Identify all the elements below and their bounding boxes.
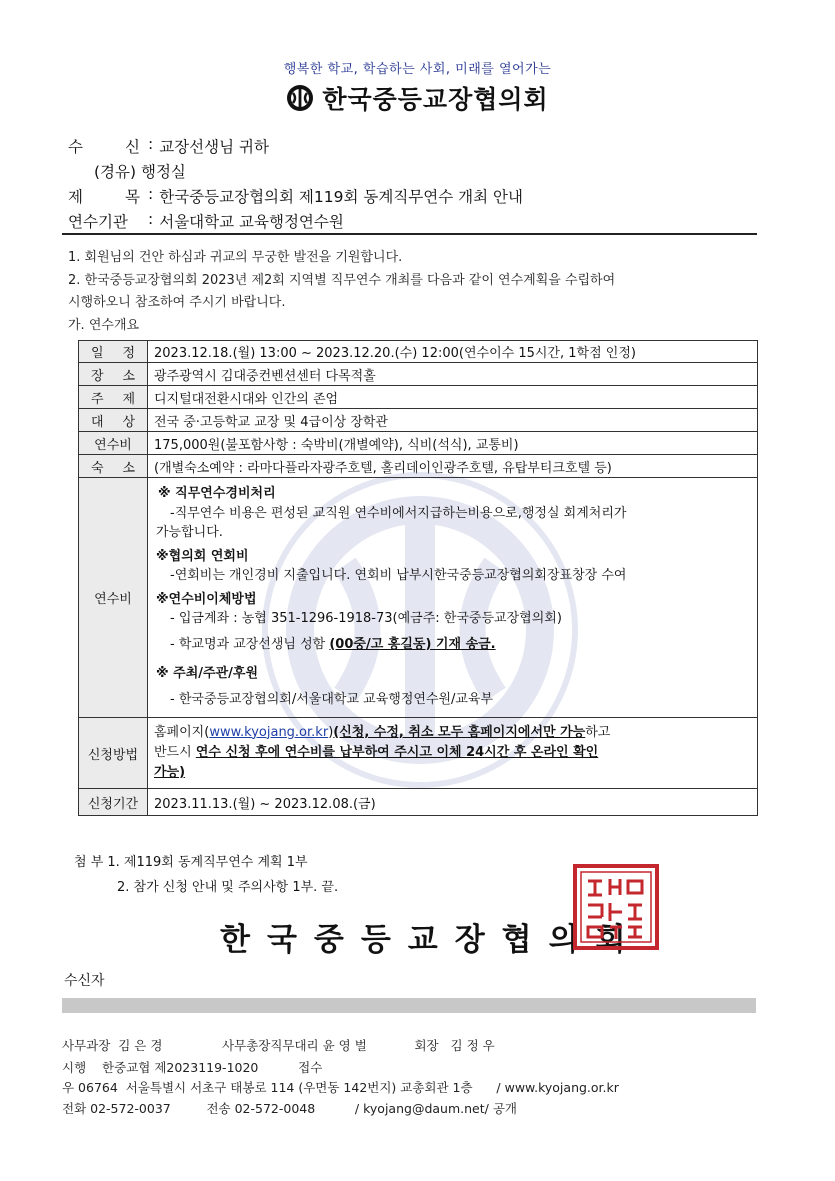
theme-value: 디지털대전환시대와 인간의 존엄	[148, 386, 758, 409]
recipient: 교장선생님 귀하	[159, 138, 269, 156]
target-value: 전국 중·고등학교 교장 및 4급이상 장학관	[148, 409, 758, 432]
table-row: 주 제 디지털대전환시대와 인간의 존엄	[79, 386, 758, 409]
divider-bar	[62, 998, 756, 1013]
paragraph-2b: 시행하오니 참조하여 주시기 바랍니다.	[68, 295, 286, 310]
overview-table	[78, 340, 758, 816]
subject-row: 제 목 : 한국중등교장협의회 제119회 동계직무연수 개최 안내	[68, 185, 523, 206]
table-row: 대 상 전국 중·고등학교 교장 및 4급이상 장학관	[79, 409, 758, 432]
footer-line-4: 전화 02-572-0037 전송 02-572-0048 / kyojang@daum.net/ 공개	[62, 1101, 517, 1116]
lodging-value: (개별숙소예약 : 라마다플라자광주호텔, 홀리데이인광주호텔, 유탑부티크호텔 등)	[148, 455, 758, 478]
footer-line-2: 시행 한중교협 제2023119-1020 접수	[62, 1060, 323, 1075]
table-row: 일 정 2023.12.18.(월) 13:00 ~ 2023.12.20.(수) 12:00(연수이수 15시간, 1학점 인정)	[79, 341, 758, 363]
receiver-label: 수신자	[64, 973, 105, 989]
footer-line-1: 사무과장 김 은 경 사무총장직무대리 윤 영 벌 회장 김 정 우	[62, 1038, 495, 1053]
table-row: 신청방법 홈페이지(www.kyojang.or.kr)(신청, 수정, 취소 모두 홈페이지에서만 가능하고 반드시 연수 신청 후에 연수비를 납부하여 주시고 이체 24시간 후 온라인 확인 가능)	[79, 718, 758, 789]
website-link[interactable]: www.kyojang.or.kr	[209, 724, 329, 740]
fee-value: 175,000원(불포함사항 : 숙박비(개별예약), 식비(석식), 교통비)	[148, 432, 758, 455]
paragraph-1: 1. 회원님의 건안 하심과 귀교의 무궁한 발전을 기원합니다.	[68, 250, 403, 265]
place-value: 광주광역시 김대중컨벤션센터 다목적홀	[148, 363, 758, 386]
org-header	[0, 80, 835, 116]
via: (경유) 행정실	[94, 163, 186, 181]
apply-method: 홈페이지(www.kyojang.or.kr)(신청, 수정, 취소 모두 홈페이지에서만 가능하고 반드시 연수 신청 후에 연수비를 납부하여 주시고 이체 24시간 후 온라인 확인 가능)	[148, 718, 758, 789]
subject: 한국중등교장협의회 제119회 동계직무연수 개최 안내	[159, 188, 523, 206]
attachment-1: 첨 부 1. 제119회 동계직무연수 계획 1부	[74, 855, 308, 870]
date-value: 2023.12.18.(월) 13:00 ~ 2023.12.20.(수) 12:00(연수이수 15시간, 1학점 인정)	[148, 341, 758, 363]
institution: 서울대학교 교육행정연수원	[159, 213, 344, 231]
institution-row: 연수기관 : 서울대학교 교육행정연수원	[68, 210, 344, 231]
table-row: 숙 소 (개별숙소예약 : 라마다플라자광주호텔, 홀리데이인광주호텔, 유탑부티크호텔 등)	[79, 455, 758, 478]
recipient-row: 수 신 : 교장선생님 귀하	[68, 135, 269, 156]
org-logo-icon	[286, 84, 314, 112]
attachment-2: 2. 참가 신청 안내 및 주의사항 1부. 끝.	[117, 880, 339, 895]
section-title: 가. 연수개요	[68, 318, 140, 333]
official-seal-icon	[572, 863, 660, 951]
table-row: 장 소 광주광역시 김대중컨벤션센터 다목적홀	[79, 363, 758, 386]
org-name: 한국중등교장협의회	[322, 85, 549, 114]
paragraph-2a: 2. 한국중등교장협의회 2023년 제2회 지역별 직무연수 개최를 다음과 같이 연수계획을 수립하여	[68, 273, 616, 288]
via-row	[94, 160, 186, 182]
table-row: 신청기간 2023.11.13.(월) ~ 2023.12.08.(금)	[79, 789, 758, 816]
table-row: 연수비 ※ 직무연수경비처리 -직무연수 비용은 편성된 교직원 연수비에서지급하는비용으로,행정실 회계처리가 가능합니다. ※협의회 연회비 -연회비는 개인경비 지출입니다. 연회비 납부시한국중등교장협의회장표창장 수여 ※연수비이체방법 - 입금계좌 : 농협 351-1296-1918-73(예금주: 한국중등교장협의회) - 학교명과 교장선생님 성함 (00중/고 홍길동) 기재 송금. ※ 주최/주관/후원 - 한국중등교장협의회/서울대학교 교육행정연수원/교육부	[79, 478, 758, 718]
header-rule	[62, 233, 757, 235]
fee-detail: ※ 직무연수경비처리 -직무연수 비용은 편성된 교직원 연수비에서지급하는비용으로,행정실 회계처리가 가능합니다. ※협의회 연회비 -연회비는 개인경비 지출입니다. 연회비 납부시한국중등교장협의회장표창장 수여 ※연수비이체방법 - 입금계좌 : 농협 351-1296-1918-73(예금주: 한국중등교장협의회) - 학교명과 교장선생님 성함 (00중/고 홍길동) 기재 송금. ※ 주최/주관/후원 - 한국중등교장협의회/서울대학교 교육행정연수원/교육부	[148, 478, 758, 718]
period-value: 2023.11.13.(월) ~ 2023.12.08.(금)	[148, 789, 758, 816]
table-row: 연수비 175,000원(불포함사항 : 숙박비(개별예약), 식비(석식), 교통비)	[79, 432, 758, 455]
footer-line-3: 우 06764 서울특별시 서초구 태봉로 114 (우면동 142번지) 교총회관 1층 / www.kyojang.or.kr	[62, 1080, 619, 1095]
signature-name: 한국중등교장협의회	[220, 922, 643, 958]
slogan: 행복한 학교, 학습하는 사회, 미래를 열어가는	[283, 62, 552, 77]
